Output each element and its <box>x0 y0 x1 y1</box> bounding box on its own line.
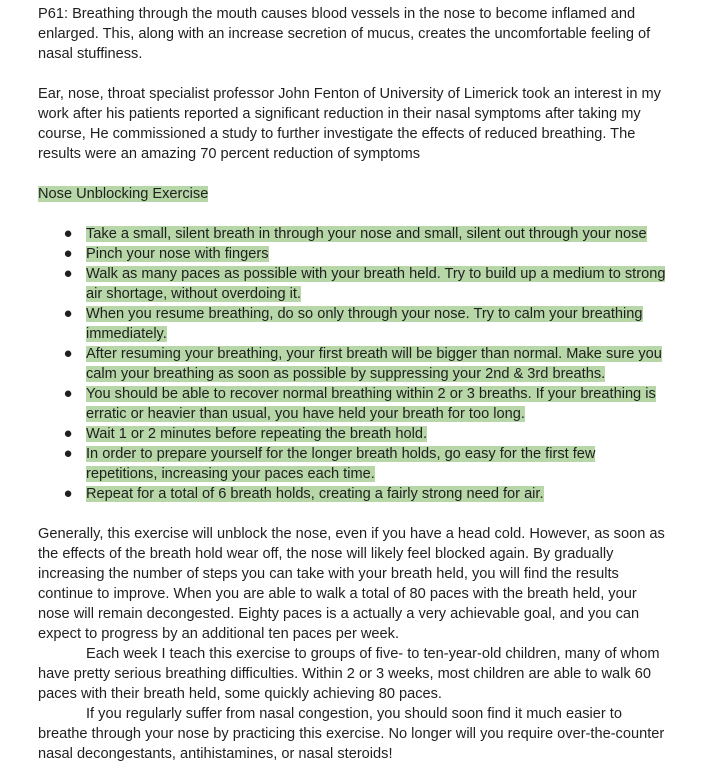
paragraph-spacer <box>38 504 668 524</box>
paragraph-study: Ear, nose, throat specialist professor John Fenton of University of Limerick took an interest in my work after his patients reported a significant reduction in their nasal symptoms after taking my course, He commissioned a study to further investigate the effects of reduced breathing. The results were an amazing 70 percent reduction of symptoms <box>38 86 661 162</box>
bullet-icon: ● <box>63 385 73 402</box>
list-item <box>38 424 668 444</box>
paragraph-spacer <box>38 64 668 84</box>
paragraph-p61: P61: Breathing through the mouth causes blood vessels in the nose to become inflamed and enlarged. This, along with an increase secretion of mucus, creates the uncomfortable feeling of nasal stuffiness. <box>38 6 651 62</box>
document-page <box>38 4 668 764</box>
list-item <box>38 484 668 504</box>
exercise-heading-text: Nose Unblocking Exercise <box>38 186 209 202</box>
bullet-icon: ● <box>63 245 73 262</box>
list-item-text: Repeat for a total of 6 breath holds, creating a fairly strong need for air. <box>86 486 544 502</box>
list-item-text: When you resume breathing, do so only through your nose. Try to calm your breathing immediately. <box>86 306 643 342</box>
list-item <box>38 304 668 344</box>
exercise-steps-list <box>38 224 668 504</box>
list-item <box>38 244 668 264</box>
list-item-text: In order to prepare yourself for the longer breath holds, go easy for the first few repetitions, increasing your paces each time. <box>86 446 596 482</box>
bullet-icon: ● <box>63 265 73 282</box>
list-item-text: After resuming your breathing, your first breath will be bigger than normal. Make sure you calm your breathing as soon as possible by suppressing your 2nd & 3rd breaths. <box>86 346 662 382</box>
bullet-icon: ● <box>63 425 73 442</box>
list-item <box>38 444 668 484</box>
paragraph-children: Each week I teach this exercise to groups of five- to ten-year-old children, many of whom have pretty serious breathing difficulties. Within 2 or 3 weeks, most children are able to walk 60 paces with their breath held, some quickly achieving 80 paces. <box>38 646 660 702</box>
list-item <box>38 384 668 424</box>
bullet-icon: ● <box>63 485 73 502</box>
list-item-text: Take a small, silent breath in through your nose and small, silent out through your nose <box>86 226 647 242</box>
list-item <box>38 264 668 304</box>
list-item <box>38 344 668 384</box>
list-item-text: You should be able to recover normal breathing within 2 or 3 breaths. If your breathing is erratic or heavier than usual, you have held your breath for too long. <box>86 386 656 422</box>
list-item <box>38 224 668 244</box>
bullet-icon: ● <box>63 225 73 242</box>
list-item-text: Wait 1 or 2 minutes before repeating the breath hold. <box>86 426 427 442</box>
bullet-icon: ● <box>63 305 73 322</box>
list-item-text: Walk as many paces as possible with your breath held. Try to build up a medium to strong air shortage, without overdoing it. <box>86 266 666 302</box>
bullet-icon: ● <box>63 445 73 462</box>
exercise-heading <box>38 184 668 204</box>
paragraph-general: Generally, this exercise will unblock the nose, even if you have a head cold. However, as soon as the effects of the breath hold wear off, the nose will likely feel blocked again. By gradually increasing the number of steps you can take with your breath held, you will find the results continue to improve. When you are able to walk a total of 80 paces with the breath held, your nose will remain decongested. Eighty paces is a actually a very achievable goal, and you can expect to progress by an additional ten paces per week. <box>38 526 665 642</box>
paragraph-spacer <box>38 164 668 184</box>
paragraph-congestion: If you regularly suffer from nasal congestion, you should soon find it much easier to breathe through your nose by practicing this exercise. No longer will you require over-the-counter nasal decongestants, antihistamines, or nasal steroids! <box>38 706 665 762</box>
bullet-icon: ● <box>63 345 73 362</box>
list-item-text: Pinch your nose with fingers <box>86 246 269 262</box>
